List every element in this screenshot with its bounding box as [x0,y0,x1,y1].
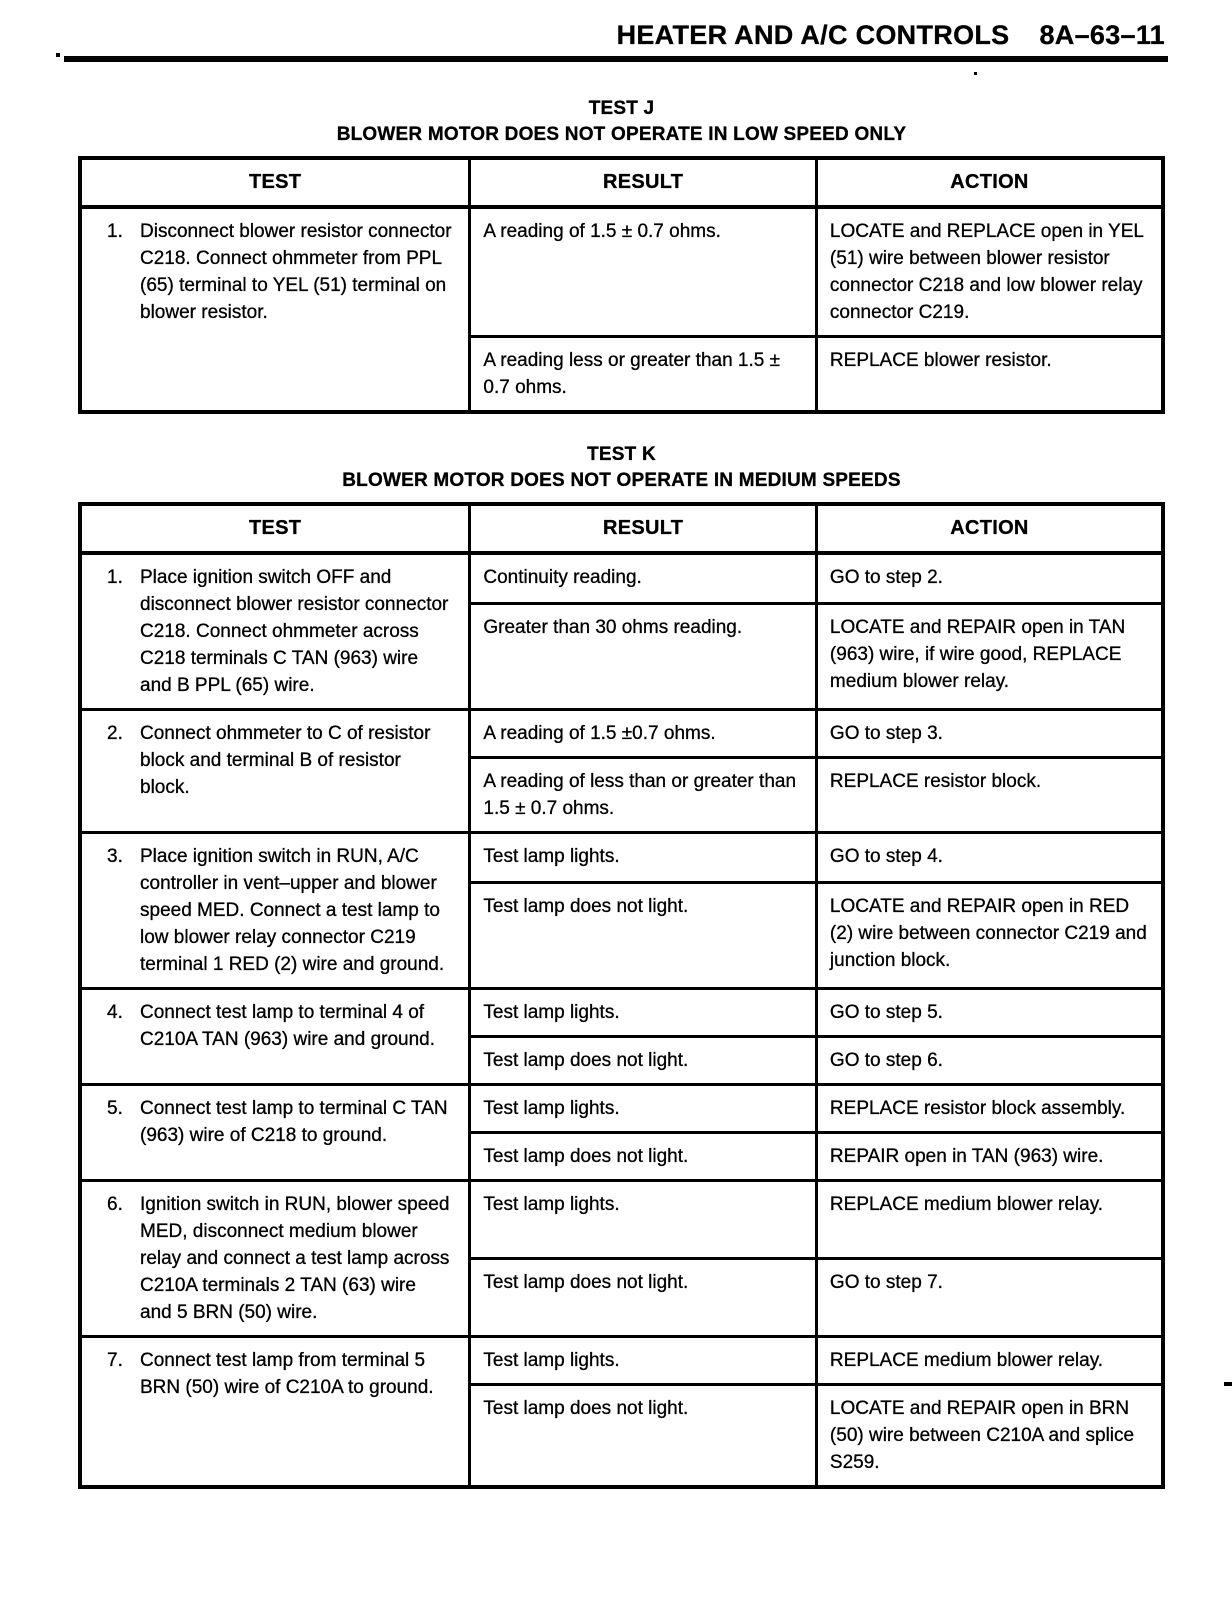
test-cell [80,710,470,833]
table-row [80,553,1163,603]
table-row [80,1181,1163,1259]
page-header [617,20,1165,51]
result-cell: Test lamp does not light. [470,1037,817,1085]
result-cell: Test lamp does not light. [470,1133,817,1181]
table-row [80,833,1163,883]
action-cell: REPLACE blower resistor. [816,337,1163,413]
action-cell: GO to step 6. [816,1037,1163,1085]
column-header-result: RESULT [470,504,817,553]
test-k-title-line: TEST K [587,444,656,465]
test-text: Place ignition switch OFF and disconnect blower resistor connector C218. Connect ohmmeter across C218 terminals C TAN (963) wire and B PPL (65) wire. [140,567,449,696]
result-cell: Test lamp does not light. [470,1259,817,1337]
test-k-subtitle: BLOWER MOTOR DOES NOT OPERATE IN MEDIUM SPEEDS [342,470,901,491]
result-cell: A reading of 1.5 ± 0.7 ohms. [470,207,817,337]
table-header-row [80,158,1163,207]
page-title: HEATER AND A/C CONTROLS [616,20,1010,50]
column-header-action: ACTION [816,504,1163,553]
test-j-table [78,156,1165,414]
column-header-result: RESULT [470,158,817,207]
test-cell [80,207,470,412]
step-number: 1. [107,567,123,588]
step-number: 4. [107,1002,123,1023]
test-j-title-line: TEST J [588,98,655,119]
action-cell: GO to step 2. [816,553,1163,603]
table-header-row [80,504,1163,553]
action-cell: REPLACE medium blower relay. [816,1181,1163,1259]
action-cell: GO to step 5. [816,989,1163,1037]
action-cell: LOCATE and REPLACE open in YEL (51) wire between blower resistor connector C218 and low blower relay connector C219. [816,207,1163,337]
column-header-test: TEST [80,158,470,207]
result-cell: Test lamp does not light. [470,882,817,988]
result-cell: A reading of less than or greater than 1.5 ± 0.7 ohms. [470,758,817,833]
step-number: 3. [107,846,123,867]
action-cell: REPAIR open in TAN (963) wire. [816,1133,1163,1181]
test-text: Connect ohmmeter to C of resistor block and terminal B of resistor block. [140,723,431,798]
step-number: 5. [107,1098,123,1119]
result-cell: Test lamp lights. [470,1085,817,1133]
test-cell [80,553,470,710]
test-cell [80,833,470,989]
result-cell: Test lamp lights. [470,989,817,1037]
action-cell: LOCATE and REPAIR open in TAN (963) wire, if wire good, REPLACE medium blower relay. [816,603,1163,709]
test-text: Connect test lamp to terminal C TAN (963) wire of C218 to ground. [140,1098,448,1146]
table-row [80,989,1163,1037]
action-cell: LOCATE and REPAIR open in BRN (50) wire between C210A and splice S259. [816,1385,1163,1488]
page-number: 8A–63–11 [1039,20,1165,50]
scan-speck [56,53,60,57]
test-j-section [78,96,1165,414]
result-cell: Test lamp does not light. [470,1385,817,1488]
test-k-title [78,442,1165,494]
column-header-test: TEST [80,504,470,553]
action-cell: REPLACE resistor block assembly. [816,1085,1163,1133]
test-text: Place ignition switch in RUN, A/C controller in vent–upper and blower speed MED. Connect a test lamp to low blower relay connector C219 terminal 1 RED (2) wire and ground. [140,846,445,975]
column-header-action: ACTION [816,158,1163,207]
step-number: 2. [107,723,123,744]
test-text: Connect test lamp from terminal 5 BRN (50) wire of C210A to ground. [140,1350,434,1398]
action-cell: REPLACE medium blower relay. [816,1337,1163,1385]
step-number: 6. [107,1194,123,1215]
test-k-section [78,442,1165,1489]
scan-speck [1224,1382,1232,1386]
test-k-table [78,502,1165,1489]
result-cell: A reading less or greater than 1.5 ± 0.7 ohms. [470,337,817,413]
step-number: 7. [107,1350,123,1371]
result-cell: Test lamp lights. [470,1181,817,1259]
test-text: Disconnect blower resistor connector C218. Connect ohmmeter from PPL (65) terminal to YEL (51) terminal on blower resistor. [140,221,452,323]
table-row [80,710,1163,758]
result-cell: Greater than 30 ohms reading. [470,603,817,709]
page-content [78,96,1165,1517]
result-cell: Test lamp lights. [470,1337,817,1385]
test-cell [80,1181,470,1337]
result-cell: Test lamp lights. [470,833,817,883]
step-number: 1. [107,221,123,242]
test-j-subtitle: BLOWER MOTOR DOES NOT OPERATE IN LOW SPEED ONLY [336,124,907,145]
test-cell [80,1085,470,1181]
test-cell [80,1337,470,1488]
header-rule [64,56,1168,62]
table-row [80,207,1163,337]
scan-speck [974,72,977,75]
result-cell: A reading of 1.5 ±0.7 ohms. [470,710,817,758]
action-cell: REPLACE resistor block. [816,758,1163,833]
result-cell: Continuity reading. [470,553,817,603]
action-cell: GO to step 4. [816,833,1163,883]
action-cell: GO to step 3. [816,710,1163,758]
table-row [80,1085,1163,1133]
test-j-title [78,96,1165,148]
action-cell: LOCATE and REPAIR open in RED (2) wire between connector C219 and junction block. [816,882,1163,988]
table-row [80,1337,1163,1385]
action-cell: GO to step 7. [816,1259,1163,1337]
test-text: Ignition switch in RUN, blower speed MED, disconnect medium blower relay and connect a test lamp across C210A terminals 2 TAN (63) wire and 5 BRN (50) wire. [140,1194,450,1323]
test-text: Connect test lamp to terminal 4 of C210A TAN (963) wire and ground. [140,1002,436,1050]
test-cell [80,989,470,1085]
